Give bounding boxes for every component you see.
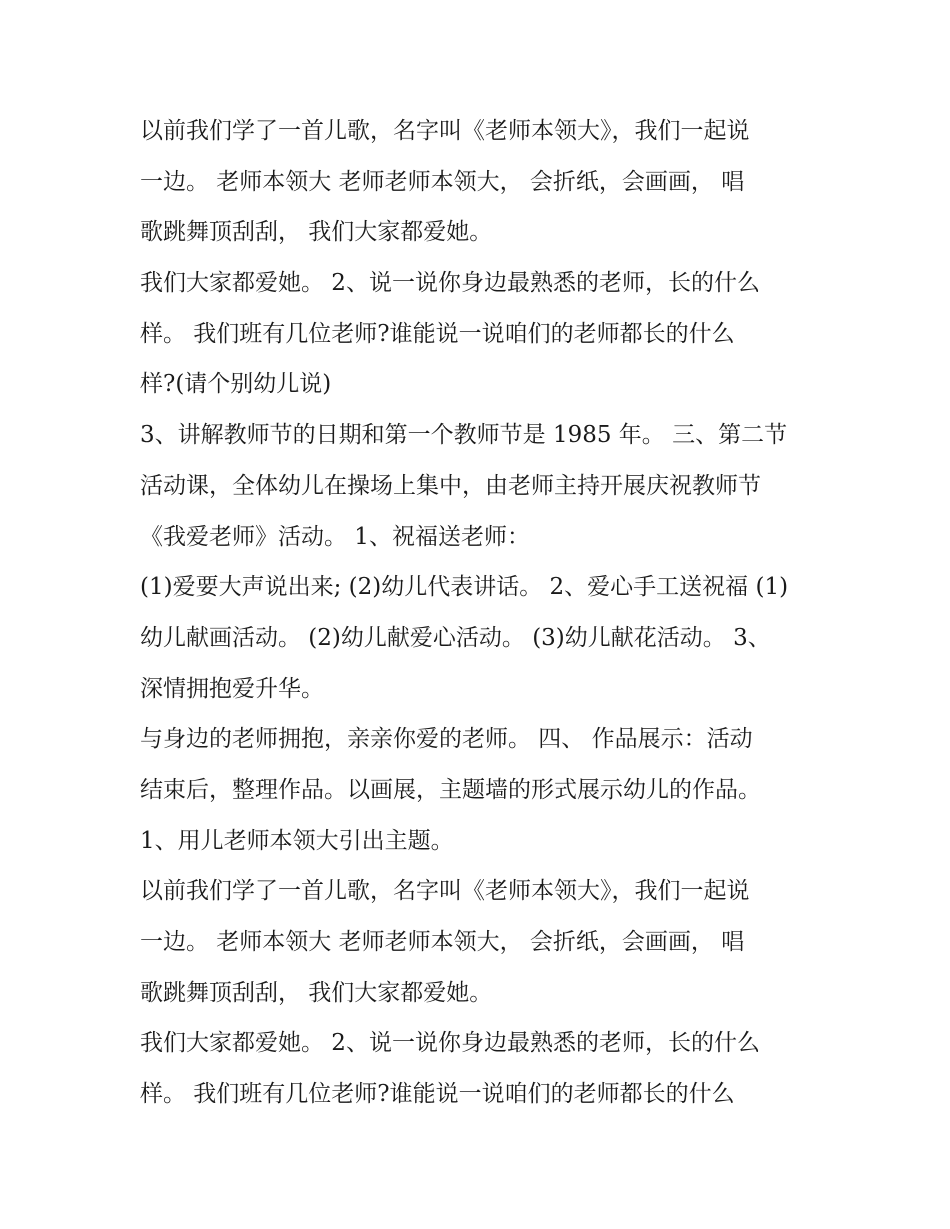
- text-line: 一边。 老师本领大 老师老师本领大， 会折纸，会画画， 唱: [140, 929, 745, 955]
- text-line: 幼儿献画活动。 (2)幼儿献爱心活动。 (3)幼儿献花活动。 3、: [140, 624, 771, 651]
- text-line: 我们大家都爱她。 2、说一说你身边最熟悉的老师，长的什么: [140, 1030, 760, 1057]
- text-line: 结束后，整理作品。以画展，主题墙的形式展示幼儿的作品。: [140, 776, 761, 803]
- text-line: 与身边的老师拥抱，亲亲你爱的老师。 四、 作品展示：活动: [140, 726, 753, 753]
- text-line: 以前我们学了一首儿歌，名字叫《老师本领大》，我们一起说: [140, 878, 750, 905]
- text-line: 我们大家都爱她。 2、说一说你身边最熟悉的老师，长的什么: [140, 270, 760, 297]
- text-line: 一边。 老师本领大 老师老师本领大， 会折纸，会画画， 唱: [140, 168, 745, 195]
- text-line: 样。 我们班有几位老师?谁能说一说咱们的老师都长的什么: [140, 320, 735, 347]
- text-line: 活动课，全体幼儿在操场上集中，由老师主持开展庆祝教师节: [140, 472, 761, 499]
- text-line: 深情拥抱爱升华。: [140, 675, 324, 702]
- text-line: (1)爱要大声说出来; (2)幼儿代表讲话。 2、爱心手工送祝福 (1): [140, 574, 789, 601]
- text-line: 1、用儿老师本领大引出主题。: [140, 827, 454, 854]
- text-line: 歌跳舞顶刮刮， 我们大家都爱她。: [140, 219, 493, 246]
- text-line: 《我爱老师》活动。 1、祝福送老师：: [140, 523, 530, 550]
- text-line: 3、讲解教师节的日期和第一个教师节是 1985 年。 三、第二节: [140, 422, 788, 449]
- body-text: [140, 106, 830, 1120]
- text-line: 样。 我们班有几位老师?谁能说一说咱们的老师都长的什么: [140, 1081, 735, 1108]
- text-line: 歌跳舞顶刮刮， 我们大家都爱她。: [140, 979, 493, 1006]
- text-line: 以前我们学了一首儿歌，名字叫《老师本领大》，我们一起说: [140, 118, 750, 144]
- text-line: 样?(请个别幼儿说): [140, 371, 332, 398]
